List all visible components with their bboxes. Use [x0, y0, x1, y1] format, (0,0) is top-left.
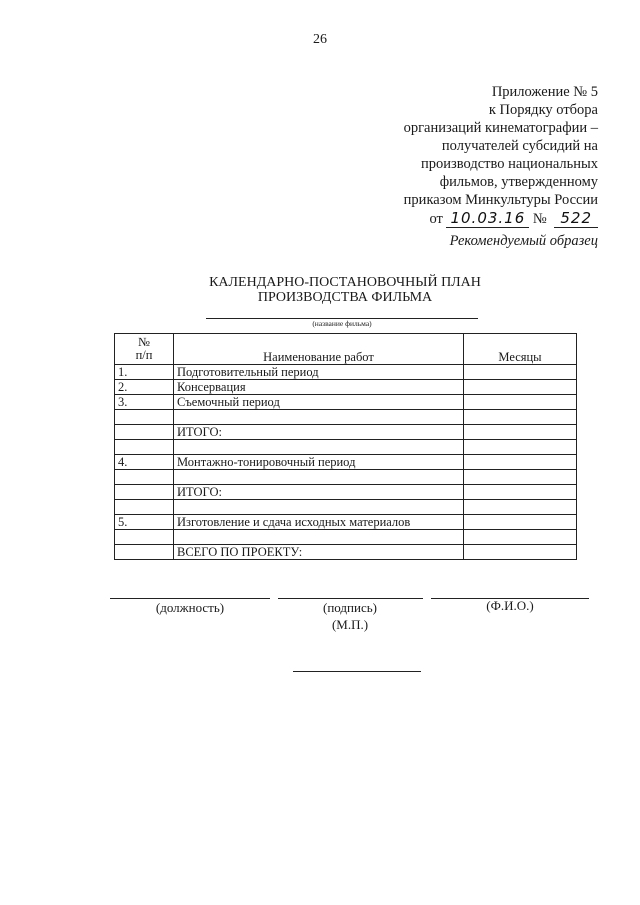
order-line: [338, 209, 598, 228]
table-row: [115, 380, 577, 395]
table-row: [115, 545, 577, 560]
row-months-cell: [464, 440, 577, 455]
recommended-sample-note: Рекомендуемый образец: [449, 233, 598, 249]
table-row: [115, 395, 577, 410]
row-months-cell: [464, 530, 577, 545]
page-number: 26: [313, 32, 327, 47]
row-work-cell: [174, 410, 464, 425]
header-number-line1: №: [138, 335, 150, 349]
header-number-line2: п/п: [135, 348, 153, 362]
row-work-cell: Съемочный период: [174, 395, 464, 410]
appendix-line: производство национальных: [421, 156, 598, 172]
row-number-cell: [115, 545, 174, 560]
row-number-cell: [115, 410, 174, 425]
handwritten-order-date: 10.03.16: [446, 209, 529, 228]
row-months-cell: [464, 500, 577, 515]
row-work-cell: Подготовительный период: [174, 365, 464, 380]
row-months-cell: [464, 515, 577, 530]
title-line-1: КАЛЕНДАРНО-ПОСТАНОВОЧНЫЙ ПЛАН: [209, 275, 481, 290]
row-work-cell: Монтажно-тонировочный период: [174, 455, 464, 470]
row-number-cell: [115, 440, 174, 455]
row-number-cell: [115, 500, 174, 515]
appendix-line: к Порядку отбора: [488, 102, 598, 118]
row-number-cell: 3.: [115, 395, 174, 410]
header-works: Наименование работ: [174, 334, 464, 365]
row-months-cell: [464, 425, 577, 440]
table-row: [115, 440, 577, 455]
row-number-cell: 4.: [115, 455, 174, 470]
bottom-line: [293, 671, 421, 672]
table-body: [115, 365, 577, 560]
handwritten-order-number: 522: [554, 209, 598, 228]
appendix-line: приказом Минкультуры России: [403, 192, 598, 208]
appendix-line: организаций кинематографии –: [403, 120, 598, 136]
row-number-cell: [115, 470, 174, 485]
row-months-cell: [464, 395, 577, 410]
fio-label: (Ф.И.О.): [486, 598, 534, 613]
row-work-cell: ИТОГО:: [174, 485, 464, 500]
row-number-cell: [115, 425, 174, 440]
row-months-cell: [464, 455, 577, 470]
row-number-cell: 2.: [115, 380, 174, 395]
appendix-block: [338, 83, 598, 228]
row-work-cell: ИТОГО:: [174, 425, 464, 440]
appendix-line: фильмов, утвержденному: [439, 174, 598, 190]
row-work-cell: Консервация: [174, 380, 464, 395]
row-work-cell: [174, 440, 464, 455]
row-number-cell: [115, 530, 174, 545]
appendix-line: Приложение № 5: [491, 84, 598, 100]
appendix-line: получателей субсидий на: [441, 138, 598, 154]
table-row: [115, 500, 577, 515]
table-row: [115, 425, 577, 440]
production-plan-table: [114, 333, 577, 560]
row-number-cell: 1.: [115, 365, 174, 380]
title-line-2: ПРОИЗВОДСТВА ФИЛЬМА: [257, 290, 433, 305]
table-row: [115, 515, 577, 530]
position-label: (должность): [155, 600, 225, 615]
row-months-cell: [464, 470, 577, 485]
table-row: [115, 470, 577, 485]
row-number-cell: [115, 485, 174, 500]
table-row: [115, 455, 577, 470]
table-header-row: [115, 334, 577, 365]
row-work-cell: [174, 470, 464, 485]
row-number-cell: 5.: [115, 515, 174, 530]
header-number: [115, 334, 174, 365]
row-months-cell: [464, 380, 577, 395]
stamp-label: (М.П.): [331, 617, 369, 632]
table-row: [115, 530, 577, 545]
header-months: Месяцы: [464, 334, 577, 365]
film-name-caption: (название фильма): [312, 319, 372, 328]
table-row: [115, 485, 577, 500]
order-number-label: №: [532, 211, 547, 227]
order-prefix: от: [429, 211, 443, 227]
table-row: [115, 410, 577, 425]
row-work-cell: [174, 500, 464, 515]
document-title: [0, 275, 640, 305]
signature-line: [278, 598, 423, 599]
row-months-cell: [464, 545, 577, 560]
row-work-cell: Изготовление и сдача исходных материалов: [174, 515, 464, 530]
position-signature-line: [110, 598, 270, 599]
row-work-cell: [174, 530, 464, 545]
row-months-cell: [464, 485, 577, 500]
row-months-cell: [464, 365, 577, 380]
row-work-cell: ВСЕГО ПО ПРОЕКТУ:: [174, 545, 464, 560]
signature-label: (подпись): [323, 600, 377, 615]
row-months-cell: [464, 410, 577, 425]
table-row: [115, 365, 577, 380]
